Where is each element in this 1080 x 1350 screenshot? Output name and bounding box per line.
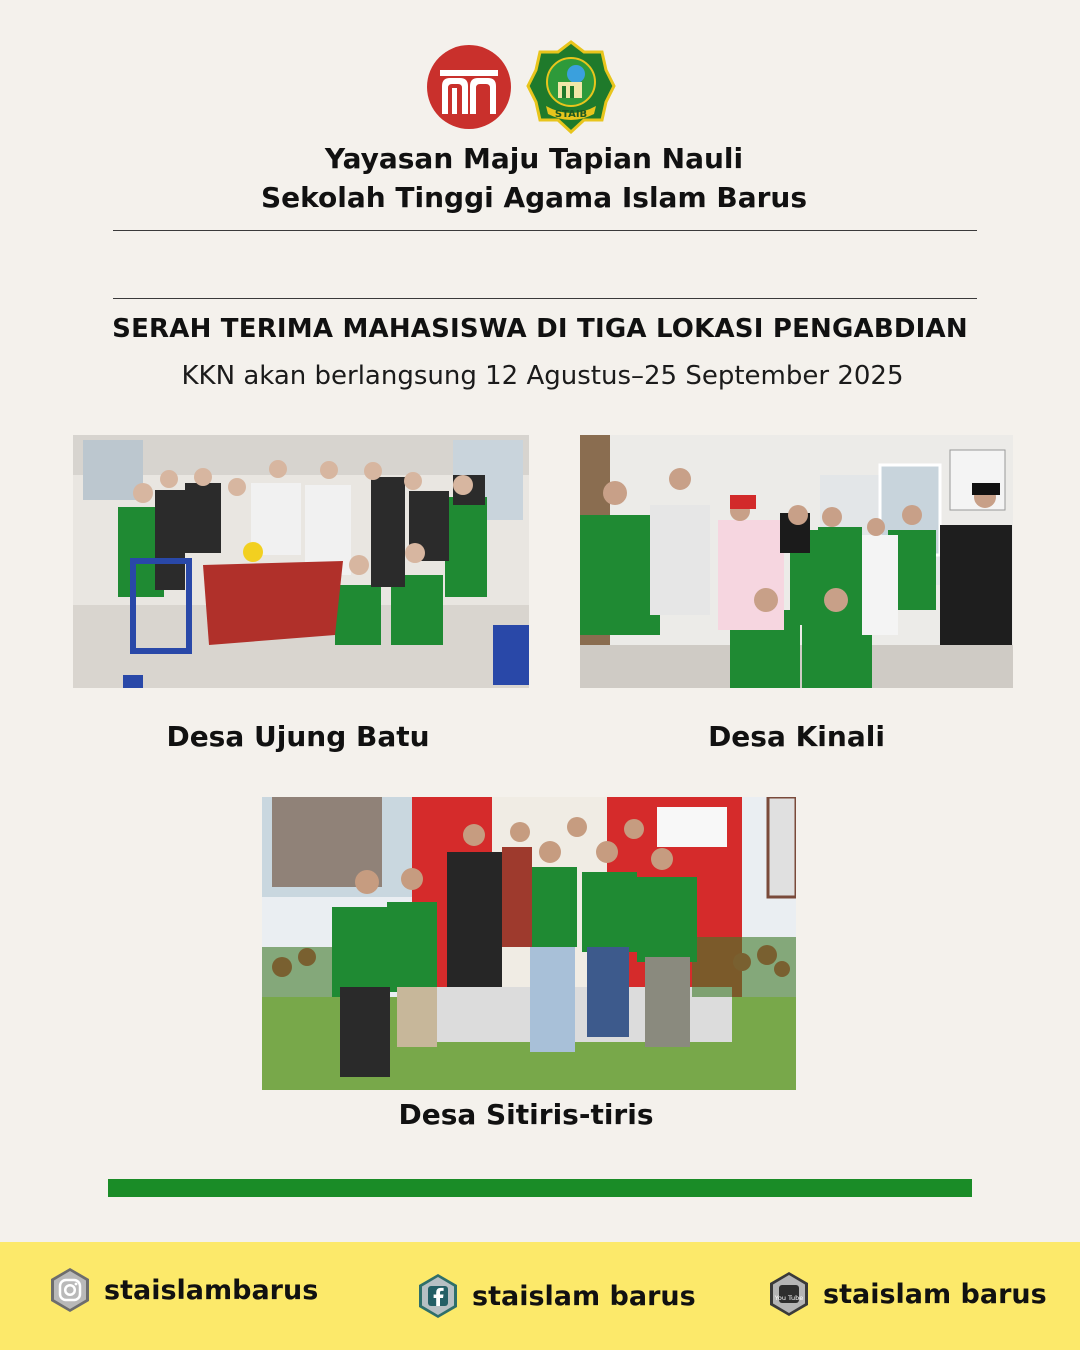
caption-desa-sitiris-tiris: Desa Sitiris-tiris	[398, 1098, 654, 1131]
social-instagram[interactable]	[46, 1266, 318, 1314]
caption-desa-ujung-batu: Desa Ujung Batu	[166, 720, 430, 753]
page-subline: KKN akan berlangsung 12 Agustus–25 September 2025	[181, 361, 904, 391]
divider-bottom	[113, 298, 977, 299]
staib-logo-text: STAIB	[554, 109, 588, 120]
instagram-handle: staislambarus	[104, 1274, 319, 1306]
social-youtube[interactable]	[765, 1270, 1047, 1318]
facebook-icon	[414, 1272, 462, 1320]
youtube-icon-label: You Tube	[774, 1294, 804, 1302]
caption-desa-kinali: Desa Kinali	[708, 720, 885, 753]
page-headline: SERAH TERIMA MAHASISWA DI TIGA LOKASI PENGABDIAN	[112, 314, 968, 344]
divider-top	[113, 230, 977, 231]
green-accent-bar	[108, 1179, 972, 1197]
youtube-handle: staislam barus	[823, 1278, 1047, 1310]
photo-desa-ujung-batu	[73, 435, 529, 688]
org-foundation-name: Yayasan Maju Tapian Nauli	[324, 142, 744, 175]
youtube-icon	[765, 1270, 813, 1318]
staib-crest-icon	[526, 40, 616, 134]
social-facebook[interactable]	[414, 1272, 696, 1320]
photo-desa-kinali	[580, 435, 1013, 688]
facebook-handle: staislam barus	[472, 1280, 696, 1312]
mtn-logo-icon	[426, 44, 512, 130]
photo-desa-sitiris-tiris	[262, 797, 796, 1090]
instagram-icon	[46, 1266, 94, 1314]
org-college-name: Sekolah Tinggi Agama Islam Barus	[260, 181, 808, 214]
